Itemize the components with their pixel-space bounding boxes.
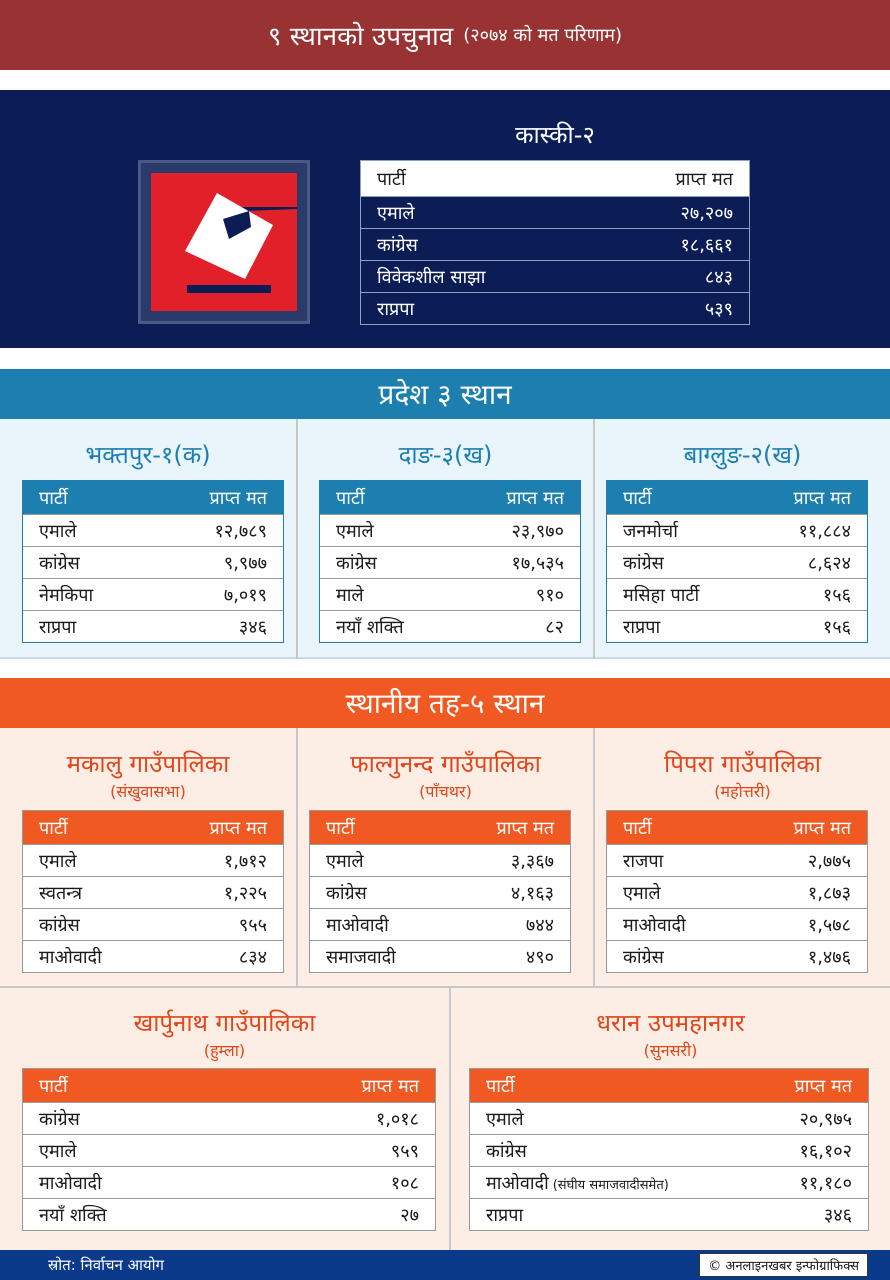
table-header (607, 481, 867, 514)
party-name: माओवादी (39, 946, 102, 968)
table-header (361, 161, 749, 196)
table-row (23, 610, 283, 642)
credit-badge: © अनलाइनखबर इन्फोग्राफिक्स (699, 1253, 868, 1277)
col-votes: प्राप्त मत (209, 487, 267, 509)
col-votes: प्राप्त मत (793, 817, 851, 839)
col-party: पार्टी (39, 487, 68, 509)
table-header (607, 811, 867, 844)
col-votes: प्राप्त मत (209, 817, 267, 839)
vote-count: १,४७६ (807, 946, 851, 968)
party-name: राप्रपा (377, 298, 415, 320)
district-name: (हुम्ला) (203, 1041, 246, 1060)
municipality-title: धरान उपमहानगर (596, 1009, 745, 1037)
table-row (470, 1198, 868, 1230)
table-row (607, 940, 867, 972)
party-name: माओवादी (39, 1172, 102, 1194)
vote-count: ७४४ (525, 914, 554, 936)
vote-count: ९,९७७ (223, 552, 267, 574)
table-header (23, 481, 283, 514)
party-name: राजपा (623, 850, 664, 872)
vote-count: १६,१०२ (799, 1140, 852, 1162)
table-row (470, 1102, 868, 1134)
table-row (607, 514, 867, 546)
vote-count: ४९० (525, 946, 554, 968)
vote-count: १,८७३ (807, 882, 851, 904)
party-name: राप्रपा (486, 1204, 524, 1226)
district-name: (संखुवासभा) (110, 782, 186, 801)
table-row (607, 578, 867, 610)
results-table (309, 810, 571, 973)
col-votes: प्राप्त मत (675, 168, 733, 190)
kaski-section (0, 90, 890, 348)
results-table (319, 480, 581, 643)
municipality-title: पिपरा गाउँपालिका (663, 750, 821, 778)
party-note: (संघीय समाजवादीसमेत) (552, 1177, 669, 1193)
table-row (607, 876, 867, 908)
province-band: प्रदेश ३ स्थान (0, 369, 890, 419)
table-row (320, 578, 580, 610)
results-table (606, 810, 868, 973)
col-votes: प्राप्त मत (361, 1075, 419, 1097)
party-name: एमाले (623, 882, 661, 904)
constituency-title: दाङ-३(ख) (398, 441, 493, 469)
municipality-title: खार्पुनाथ गाउँपालिका (133, 1009, 316, 1037)
table-row (23, 514, 283, 546)
vote-count: १२,७८९ (214, 520, 267, 542)
ballot-box-icon (151, 173, 297, 311)
district-name: (सुनसरी) (643, 1041, 698, 1060)
party-name: राप्रपा (39, 616, 77, 638)
party-name: एमाले (377, 202, 415, 224)
table-row (320, 610, 580, 642)
page-subtitle: (२०७४ को मत परिणाम) (463, 25, 623, 46)
party-name: एमाले (39, 520, 77, 542)
vote-count: ८,६२४ (807, 552, 851, 574)
party-name: स्वतन्त्र (39, 882, 83, 904)
party-name: माओवादी (623, 914, 686, 936)
table-row (23, 844, 283, 876)
municipality-title: मकालु गाउँपालिका (66, 750, 230, 778)
party-name: राप्रपा (623, 616, 661, 638)
table-row (23, 546, 283, 578)
vote-count: ३४६ (238, 616, 267, 638)
col-votes: प्राप्त मत (794, 1075, 852, 1097)
col-votes: प्राप्त मत (793, 487, 851, 509)
vote-count: ५३९ (704, 298, 733, 320)
party-name: एमाले (39, 1140, 77, 1162)
table-row (310, 876, 570, 908)
vote-count: १५६ (822, 584, 851, 606)
results-table (22, 1068, 436, 1231)
footer (0, 1250, 890, 1280)
vote-count: ३,३६७ (510, 850, 554, 872)
table-header (23, 811, 283, 844)
table-row (320, 546, 580, 578)
constituency-title: भक्तपुर-१(क) (85, 441, 211, 469)
col-party: पार्टी (377, 168, 406, 190)
table-row (607, 908, 867, 940)
vote-count: १,०१८ (375, 1108, 419, 1130)
municipality-title: फाल्गुनन्द गाउँपालिका (350, 750, 541, 778)
party-name: जनमोर्चा (623, 520, 678, 542)
table-row (23, 876, 283, 908)
party-name: माओवादी (486, 1172, 549, 1194)
constituency-title: बाग्लुङ-२(ख) (683, 441, 802, 469)
party-name: कांग्रेस (39, 914, 80, 936)
party-name: कांग्रेस (623, 552, 664, 574)
vote-count: ८४३ (704, 266, 733, 288)
table-row (23, 1102, 435, 1134)
col-votes: प्राप्त मत (496, 817, 554, 839)
col-party: पार्टी (39, 817, 68, 839)
party-name: एमाले (326, 850, 364, 872)
party-name: माओवादी (326, 914, 389, 936)
party-cell (486, 1171, 669, 1195)
party-name: विवेकशील साझा (377, 266, 486, 288)
vote-count: १५६ (822, 616, 851, 638)
table-row (361, 228, 749, 260)
col-party: पार्टी (336, 487, 365, 509)
col-party: पार्टी (39, 1075, 68, 1097)
party-name: नयाँ शक्ति (336, 616, 404, 638)
table-row (23, 1198, 435, 1230)
party-name: नयाँ शक्ति (39, 1204, 107, 1226)
district-name: (महोत्तरी) (714, 782, 771, 801)
source-text: स्रोत: निर्वाचन आयोग (48, 1256, 164, 1274)
table-row (607, 546, 867, 578)
vote-count: १,७१२ (223, 850, 267, 872)
table-row (23, 1166, 435, 1198)
table-row (470, 1134, 868, 1166)
vote-count: २३,९७० (511, 520, 564, 542)
page-title: ९ स्थानको उपचुनाव (267, 22, 454, 52)
page-header (0, 0, 890, 70)
table-row (310, 908, 570, 940)
party-name: एमाले (486, 1108, 524, 1130)
results-table (606, 480, 868, 643)
party-name: कांग्रेस (326, 882, 367, 904)
table-row (361, 260, 749, 292)
vote-count: ९५९ (390, 1140, 419, 1162)
table-row (361, 292, 749, 324)
party-name: माले (336, 584, 364, 606)
table-row (607, 610, 867, 642)
vote-count: २७ (400, 1204, 419, 1226)
party-name: कांग्रेस (39, 552, 80, 574)
party-name: कांग्रेस (336, 552, 377, 574)
vote-count: १८,६६१ (680, 234, 733, 256)
col-party: पार्टी (623, 817, 652, 839)
results-table (469, 1068, 869, 1231)
table-header (320, 481, 580, 514)
party-name: कांग्रेस (377, 234, 418, 256)
local-band: स्थानीय तह-५ स्थान (0, 678, 890, 728)
district-name: (पाँचथर) (419, 782, 472, 801)
table-row (470, 1166, 868, 1198)
ballot-box-logo (138, 160, 310, 324)
vote-count: १,२२५ (223, 882, 267, 904)
table-row (23, 908, 283, 940)
vote-count: ८३४ (238, 946, 267, 968)
results-table (22, 810, 284, 973)
party-name: कांग्रेस (486, 1140, 527, 1162)
table-row (310, 844, 570, 876)
kaski-results-table (360, 160, 750, 325)
party-name: समाजवादी (326, 946, 396, 968)
vote-count: ११,१८० (799, 1172, 852, 1194)
table-row (23, 1134, 435, 1166)
vote-count: १७,५३५ (511, 552, 564, 574)
col-votes: प्राप्त मत (506, 487, 564, 509)
divider (0, 986, 890, 988)
col-party: पार्टी (326, 817, 355, 839)
vote-count: १०८ (390, 1172, 419, 1194)
table-header (470, 1069, 868, 1102)
vote-count: २,७७५ (807, 850, 851, 872)
vote-count: ११,८८४ (798, 520, 851, 542)
table-row (23, 940, 283, 972)
vote-count: ८२ (545, 616, 564, 638)
col-party: पार्टी (486, 1075, 515, 1097)
table-row (310, 940, 570, 972)
table-row (361, 196, 749, 228)
vote-count: ३४६ (823, 1204, 852, 1226)
results-table (22, 480, 284, 643)
kaski-title: कास्की-२ (515, 121, 595, 149)
vote-count: ४,१६३ (510, 882, 554, 904)
party-name: एमाले (39, 850, 77, 872)
table-row (23, 578, 283, 610)
party-name: कांग्रेस (623, 946, 664, 968)
party-name: एमाले (336, 520, 374, 542)
table-header (310, 811, 570, 844)
table-header (23, 1069, 435, 1102)
vote-count: ७,०१९ (223, 584, 267, 606)
vote-count: ९५५ (238, 914, 267, 936)
vote-count: १,५७८ (807, 914, 851, 936)
vote-count: २७,२०७ (680, 202, 733, 224)
party-name: मसिहा पार्टी (623, 584, 700, 606)
col-party: पार्टी (623, 487, 652, 509)
vote-count: ९१० (535, 584, 564, 606)
party-name: नेमकिपा (39, 584, 94, 606)
party-name: कांग्रेस (39, 1108, 80, 1130)
table-row (320, 514, 580, 546)
vote-count: २०,९७५ (799, 1108, 852, 1130)
table-row (607, 844, 867, 876)
